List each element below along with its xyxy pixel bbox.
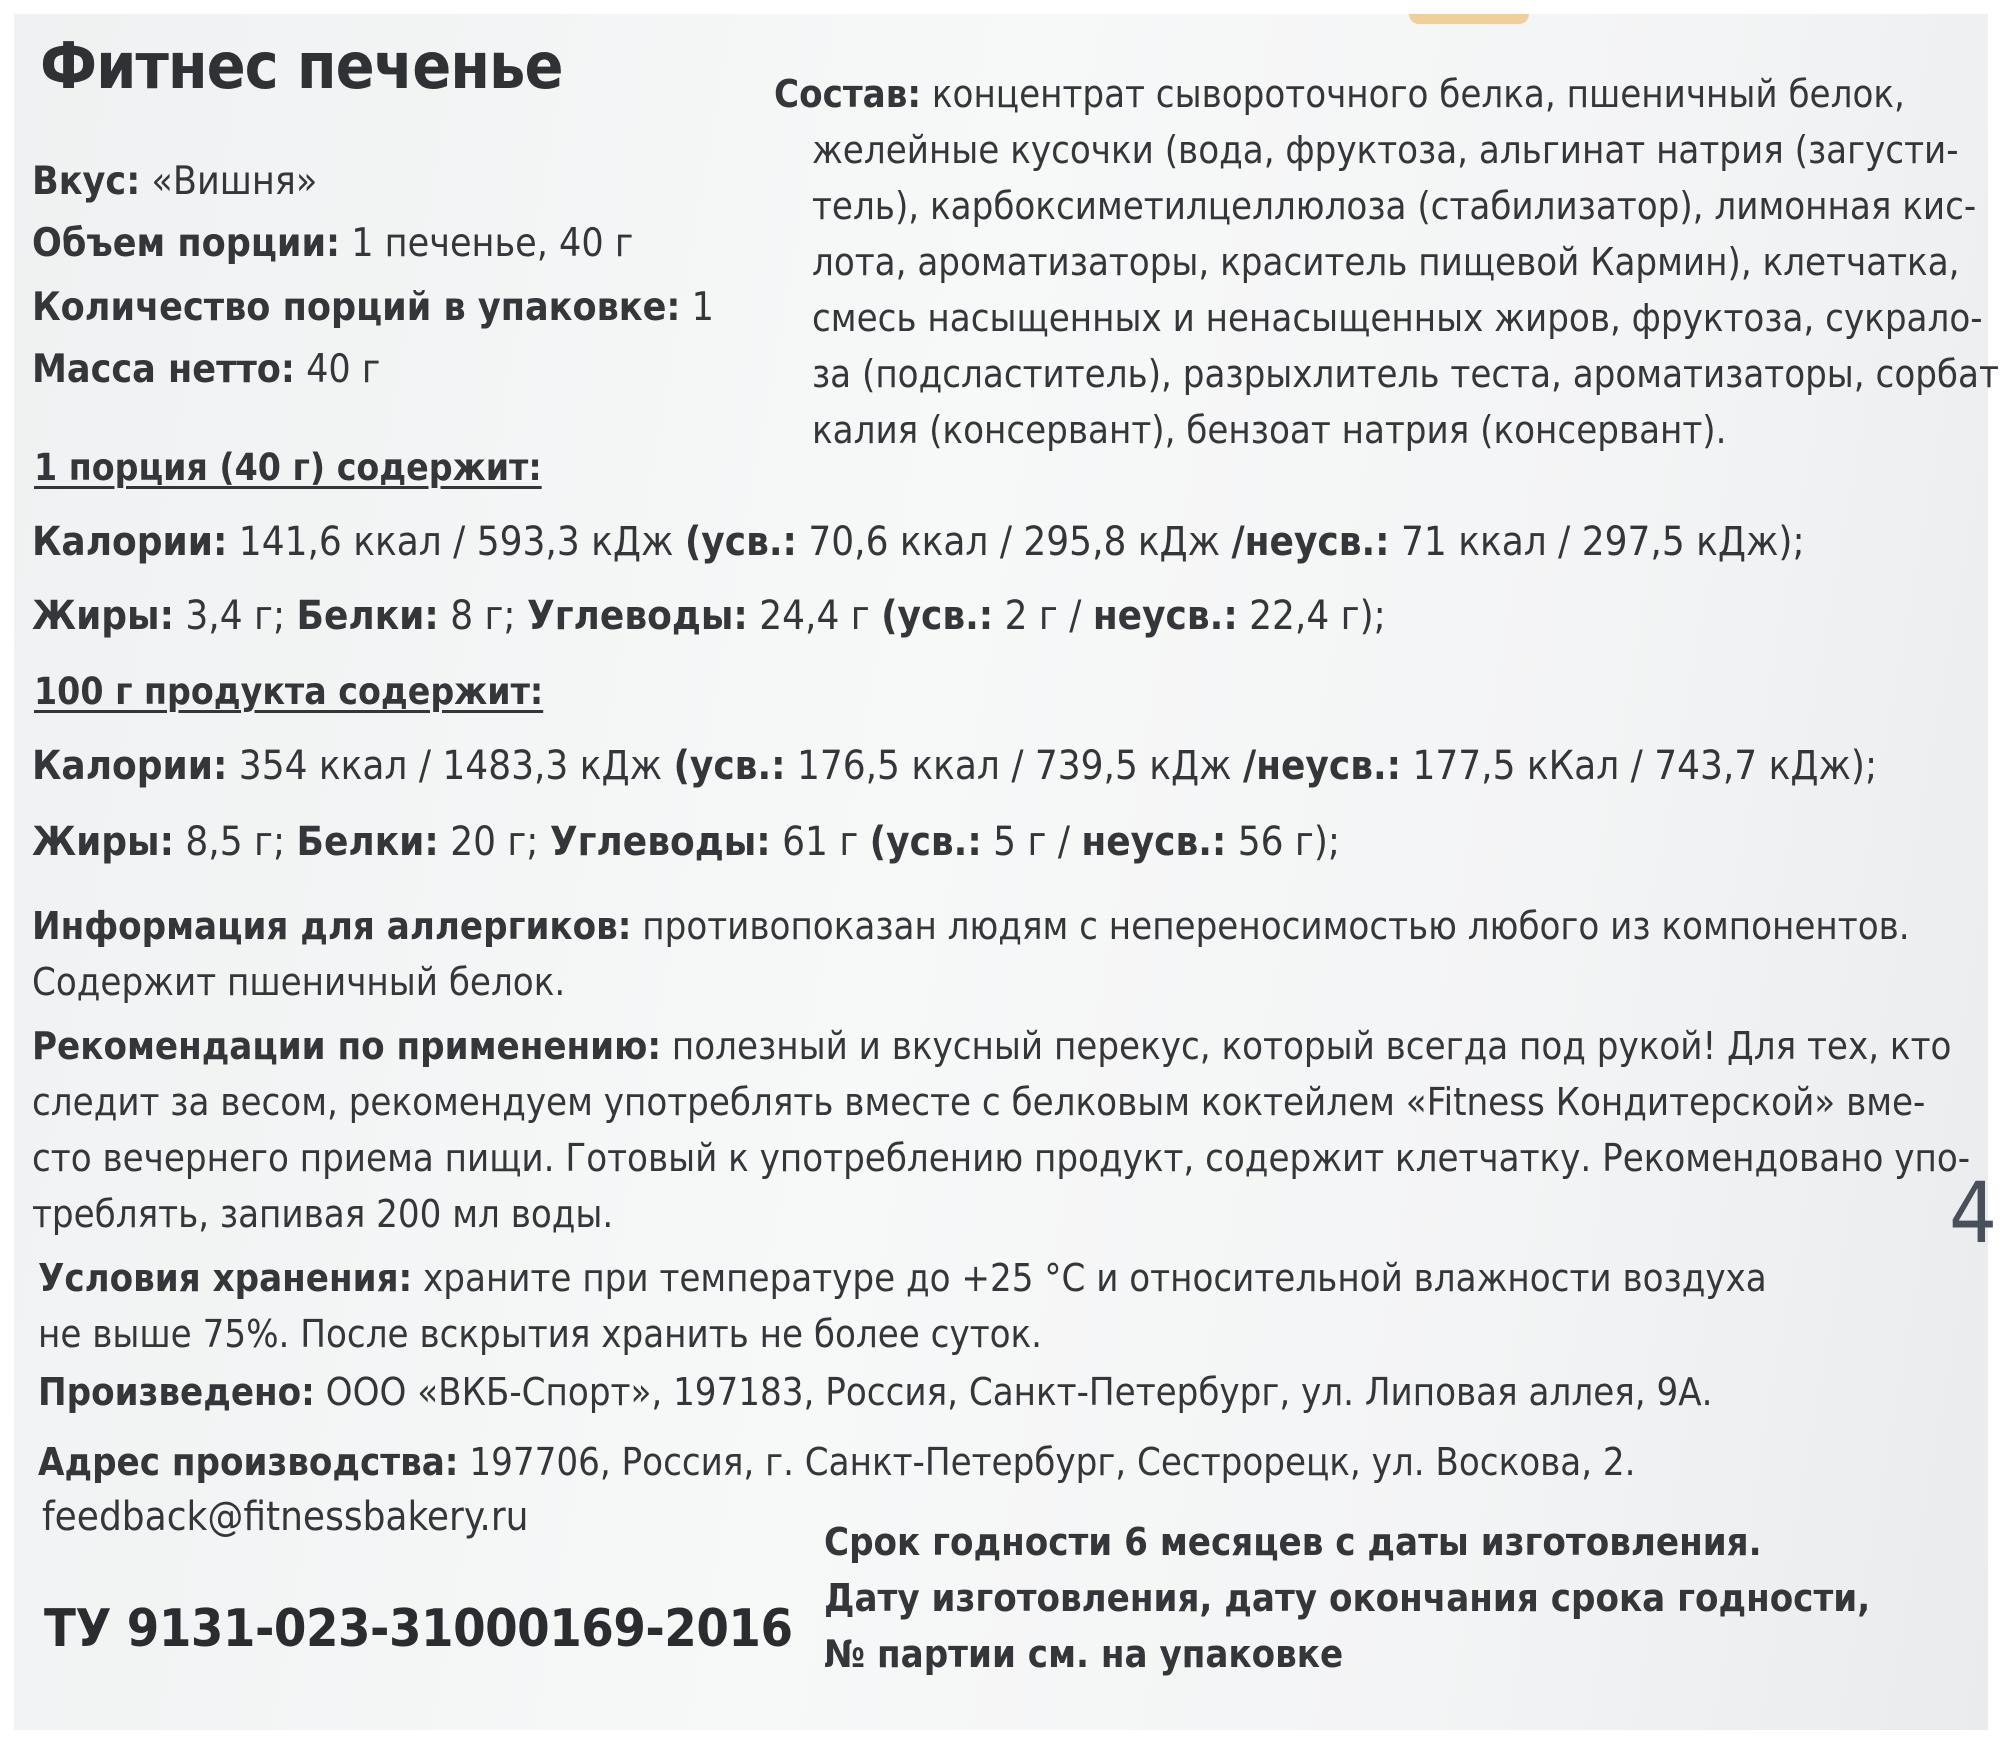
- composition-block: [774, 66, 1999, 458]
- net-weight-line: [32, 342, 380, 398]
- protein-value: 8 г;: [438, 593, 527, 639]
- carbs-unabsorbed-label: неусв.:: [1081, 819, 1227, 865]
- absorbed-label: (усв.:: [684, 519, 797, 565]
- carbs-unabsorbed-value: 22,4 г);: [1237, 593, 1386, 639]
- portions-count-label: Количество порций в упаковке:: [32, 285, 681, 330]
- portion-size-line: [32, 216, 633, 272]
- per-100g-header: 100 г продукта содержит:: [34, 670, 544, 713]
- package-color-accent: [1409, 14, 1529, 24]
- per-portion-macros: [32, 588, 1386, 644]
- storage-block: [38, 1250, 1767, 1362]
- fat-value: 3,4 г;: [173, 593, 297, 639]
- allergy-block: [32, 898, 1910, 1010]
- fat-value: 8,5 г;: [173, 819, 297, 865]
- absorbed-label: (усв.:: [673, 743, 786, 789]
- production-address-value: 197706, Россия, г. Санкт-Петербург, Сестрорецк, ул. Воскова, 2.: [458, 1440, 1636, 1484]
- storage-label: Условия хранения:: [38, 1256, 413, 1300]
- allergy-text: противопоказан людям с непереносимостью любого из компонентов.: [631, 904, 1910, 948]
- composition-line: смесь насыщенных и ненасыщенных жиров, фруктоза, сукрало-: [812, 296, 1983, 340]
- composition-line: лота, ароматизаторы, краситель пищевой Кармин), клетчатка,: [812, 240, 1960, 284]
- tu-standard-code: ТУ 9131-023-31000169-2016: [44, 1599, 793, 1659]
- calories-label: Калории:: [32, 743, 228, 789]
- feedback-email: feedback@fitnessbakery.ru: [42, 1494, 529, 1540]
- protein-label: Белки:: [296, 593, 439, 639]
- per-portion-header: 1 порция (40 г) содержит:: [34, 446, 542, 489]
- carbs-absorbed-value: 5 г /: [981, 819, 1082, 865]
- production-address-label: Адрес производства:: [38, 1440, 459, 1484]
- product-title: Фитнес печенье: [40, 30, 563, 104]
- composition-line: тель), карбоксиметилцеллюлоза (стабилизатор), лимонная кис-: [812, 184, 1977, 228]
- shelf-life-block: [824, 1514, 1870, 1682]
- recommendations-text: полезный и вкусный перекус, который всегда под рукой! Для тех, кто: [661, 1024, 1952, 1068]
- unabsorbed-value: 177,5 кКал / 743,7 кДж);: [1401, 743, 1878, 789]
- edge-digit: 4: [1949, 1164, 1998, 1262]
- portions-count-value: 1: [680, 285, 714, 330]
- per-100g-calories: [32, 738, 1877, 794]
- storage-text: не выше 75%. После вскрытия хранить не более суток.: [38, 1312, 1043, 1356]
- shelf-life-line: Срок годности 6 месяцев с даты изготовления.: [824, 1520, 1762, 1564]
- storage-text: храните при температуре до +25 °С и относительной влажности воздуха: [412, 1256, 1767, 1300]
- recommendations-text: следит за весом, рекомендуем употреблять вместе с белковым коктейлем «Fitness Кондитерской» вме-: [32, 1080, 1926, 1124]
- protein-label: Белки:: [296, 819, 439, 865]
- carbs-absorbed-value: 2 г /: [993, 593, 1093, 639]
- flavor-line: [32, 154, 317, 210]
- recommendations-label: Рекомендации по применению:: [32, 1024, 662, 1068]
- carbs-label: Углеводы:: [526, 593, 748, 639]
- production-address-line: [38, 1434, 1636, 1490]
- flavor-value: «Вишня»: [140, 159, 318, 204]
- calories-label: Калории:: [32, 519, 228, 565]
- recommendations-block: [32, 1018, 1970, 1242]
- portion-size-value: 1 печенье, 40 г: [340, 221, 634, 266]
- per-100g-macros: [32, 814, 1340, 870]
- shelf-life-line: Дату изготовления, дату окончания срока годности,: [824, 1576, 1871, 1620]
- absorbed-value: 70,6 ккал / 295,8 кДж: [796, 519, 1232, 565]
- carbs-absorbed-label: (усв.:: [881, 593, 994, 639]
- shelf-life-line: № партии см. на упаковке: [824, 1632, 1344, 1676]
- composition-line: концентрат сывороточного белка, пшеничный белок,: [921, 72, 1905, 116]
- carbs-absorbed-label: (усв.:: [869, 819, 982, 865]
- calories-value: 141,6 ккал / 593,3 кДж: [227, 519, 685, 565]
- allergy-label: Информация для аллергиков:: [32, 904, 632, 948]
- protein-value: 20 г;: [438, 819, 550, 865]
- composition-line: калия (консервант), бензоат натрия (консервант).: [812, 408, 1727, 452]
- carbs-value: 24,4 г: [747, 593, 882, 639]
- portion-size-label: Объем порции:: [32, 221, 341, 266]
- recommendations-text: сто вечернего приема пищи. Готовый к употреблению продукт, содержит клетчатку. Рекомендовано упо-: [32, 1136, 1971, 1180]
- carbs-unabsorbed-label: неусв.:: [1092, 593, 1238, 639]
- per-portion-calories: [32, 514, 1805, 570]
- product-label: [14, 14, 1999, 1730]
- net-weight-label: Масса нетто:: [32, 347, 295, 392]
- portions-count-line: [32, 280, 714, 336]
- unabsorbed-label: /неусв.:: [1231, 519, 1390, 565]
- carbs-label: Углеводы:: [549, 819, 771, 865]
- unabsorbed-value: 71 ккал / 297,5 кДж);: [1389, 519, 1805, 565]
- allergy-text: Содержит пшеничный белок.: [32, 960, 566, 1004]
- composition-line: желейные кусочки (вода, фруктоза, альгинат натрия (загусти-: [812, 128, 1959, 172]
- fat-label: Жиры:: [32, 819, 174, 865]
- unabsorbed-label: /неусв.:: [1243, 743, 1402, 789]
- absorbed-value: 176,5 ккал / 739,5 кДж: [785, 743, 1243, 789]
- carbs-value: 61 г: [770, 819, 870, 865]
- manufacturer-value: ООО «ВКБ-Спорт», 197183, Россия, Санкт-Петербург, ул. Липовая аллея, 9А.: [314, 1370, 1713, 1414]
- recommendations-text: треблять, запивая 200 мл воды.: [32, 1192, 614, 1236]
- calories-value: 354 ккал / 1483,3 кДж: [227, 743, 674, 789]
- manufacturer-line: [38, 1364, 1712, 1420]
- net-weight-value: 40 г: [294, 347, 381, 392]
- manufacturer-label: Произведено:: [38, 1370, 315, 1414]
- carbs-unabsorbed-value: 56 г);: [1226, 819, 1341, 865]
- fat-label: Жиры:: [32, 593, 174, 639]
- composition-label: Состав:: [774, 72, 922, 116]
- flavor-label: Вкус:: [32, 159, 141, 204]
- composition-line: за (подсластитель), разрыхлитель теста, ароматизаторы, сорбат: [812, 352, 1999, 396]
